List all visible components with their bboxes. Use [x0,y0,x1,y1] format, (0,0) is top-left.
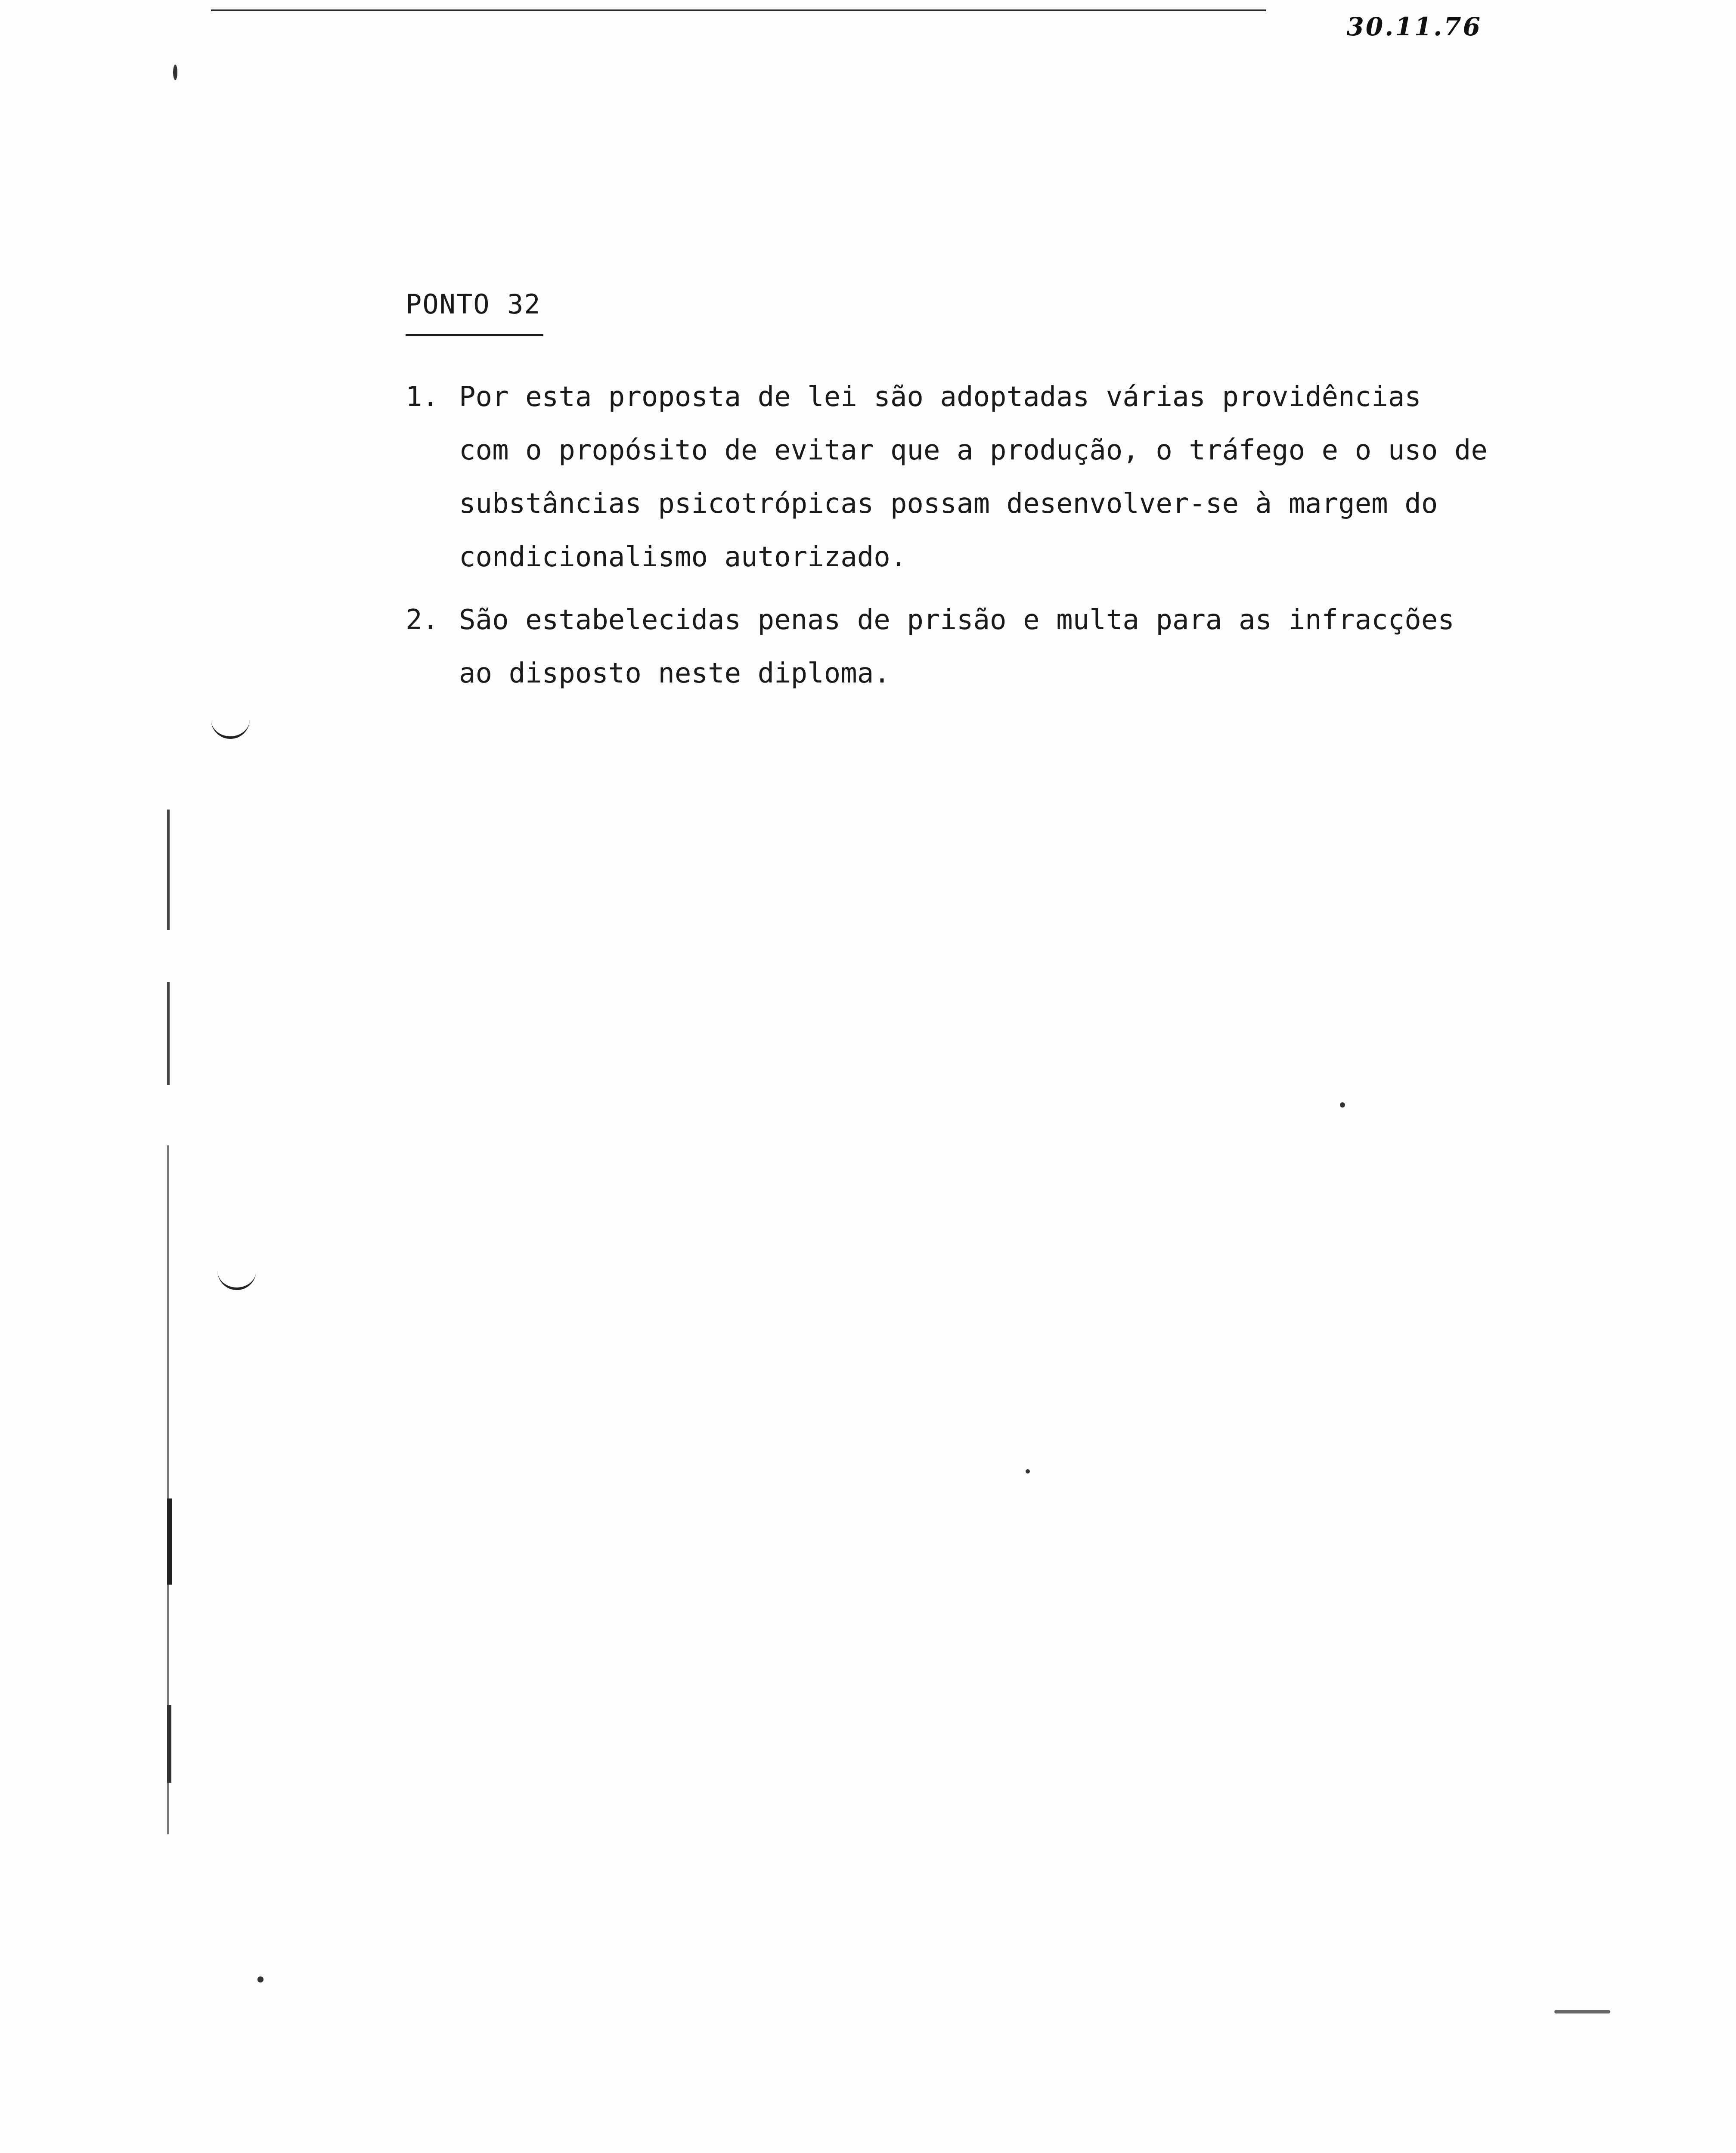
item-number: 1. [406,381,439,413]
scan-artifact [1554,2010,1610,2013]
numbered-item-2 [406,593,1454,700]
handwritten-date: 30.11.76 [1346,12,1482,41]
scan-artifact [167,810,170,930]
item-line: 2. São estabelecidas penas de prisão e multa para as infracções [406,593,1454,647]
item-number: 2. [406,604,439,636]
top-rule [211,9,1266,11]
scan-artifact [217,1270,256,1290]
item-line: ao disposto neste diploma. [459,658,890,689]
numbered-item-1 [406,370,1488,584]
scan-artifact [167,1705,171,1783]
item-line: condicionalismo autorizado. [459,541,907,573]
scan-artifact [211,719,250,739]
item-line: com o propósito de evitar que a produção, o tráfego e o uso de [459,434,1488,466]
section-heading: PONTO 32 [406,289,541,320]
heading-underline [406,334,543,336]
scan-artifact [167,1498,172,1585]
item-line: 1. Por esta proposta de lei são adoptadas várias providências [406,370,1488,424]
item-line: substâncias psicotrópicas possam desenvolver-se à margem do [459,488,1438,520]
scan-artifact [1026,1469,1030,1474]
scan-artifact [257,1976,264,1982]
scan-artifact [173,65,177,80]
scan-artifact [167,982,170,1085]
scan-artifact [1340,1102,1345,1108]
